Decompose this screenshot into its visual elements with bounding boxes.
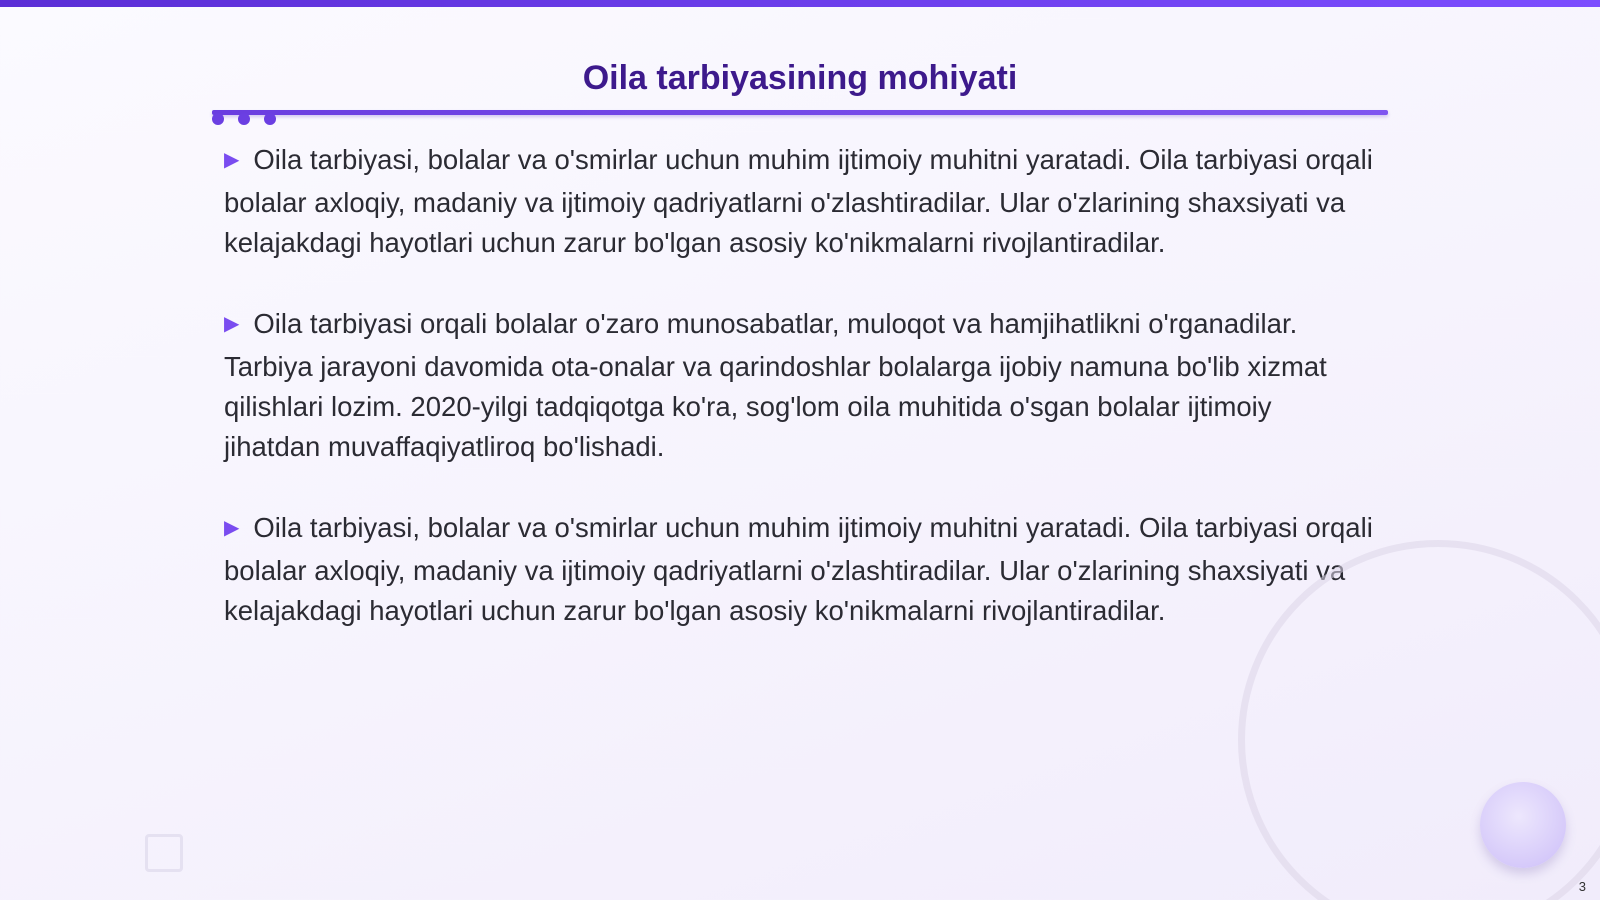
paragraph-text: Oila tarbiyasi orqali bolalar o'zaro munosabatlar, muloqot va hamjihatlikni o'rganadilar. Tarbiya jarayoni davomida ota-onalar va qarindoshlar bolalarga ijobiy namuna bo'lib xizmat qilishlari lozim. 2020-yilgi tadqiqotga ko'ra, sog'lom oila muhitida o'sgan bolalar ijtimoiy jihatdan muvaffaqiyatliroq bo'lishadi. (224, 308, 1327, 462)
decor-dot (264, 113, 276, 125)
paragraph-text: Oila tarbiyasi, bolalar va o'smirlar uchun muhim ijtimoiy muhitni yaratadi. Oila tarbiyasi orqali bolalar axloqiy, madaniy va ijtimoiy qadriyatlarni o'zlashtiradilar. Ular o'zlarining shaxsiyati va kelajakdagi hayotlari uchun zarur bo'lgan asosiy ko'nikmalarni rivojlantiradilar. (224, 512, 1373, 626)
bullet-paragraph (224, 304, 1374, 467)
bullet-arrow-icon: ▶ (224, 313, 240, 335)
decor-sphere (1480, 782, 1566, 868)
slide-body (224, 140, 1374, 672)
paragraph-text: Oila tarbiyasi, bolalar va o'smirlar uchun muhim ijtimoiy muhitni yaratadi. Oila tarbiyasi orqali bolalar axloqiy, madaniy va ijtimoiy qadriyatlarni o'zlashtiradilar. Ular o'zlarining shaxsiyati va kelajakdagi hayotlari uchun zarur bo'lgan asosiy ko'nikmalarni rivojlantiradilar. (224, 144, 1373, 258)
bullet-arrow-icon: ▶ (224, 149, 240, 171)
slide-title: Oila tarbiyasining mohiyati (582, 59, 1018, 97)
page-number: 3 (1578, 879, 1586, 894)
decor-dot (238, 113, 250, 125)
title-underline (212, 110, 1388, 115)
decor-dot (212, 113, 224, 125)
decor-square (145, 834, 183, 872)
bullet-arrow-icon: ▶ (224, 517, 240, 539)
top-accent-bar (0, 0, 1600, 7)
bullet-paragraph (224, 508, 1374, 631)
bullet-paragraph (224, 140, 1374, 263)
